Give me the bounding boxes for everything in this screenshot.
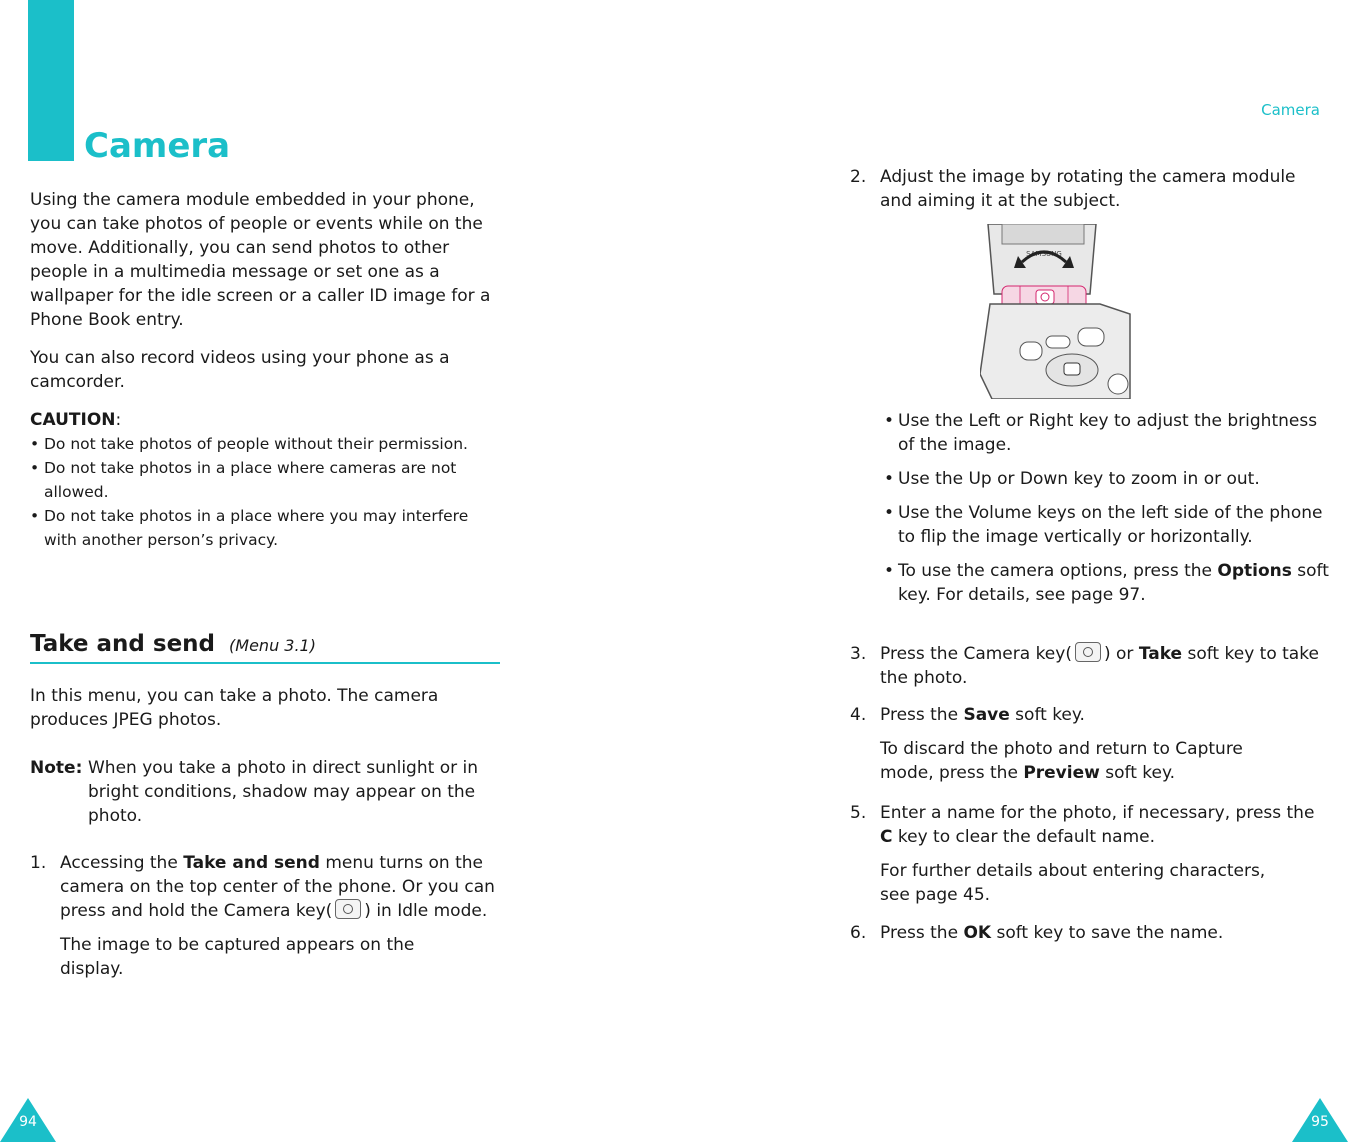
step-5: 5. Enter a name for the photo, if necessary, press the C key to clear the default name. For further details about entering characters, see page 45. xyxy=(850,803,1315,905)
step-6: 6. Press the OK soft key to save the name. xyxy=(850,923,1224,943)
caution-heading: CAUTION: xyxy=(30,410,122,430)
section-heading: Take and send (Menu 3.1) xyxy=(30,631,316,657)
camera-key-icon xyxy=(335,899,361,919)
note-block: Note: When you take a photo in direct sunlight or in bright conditions, shadow may appear on the photo. xyxy=(30,758,478,826)
page-number: 94 xyxy=(19,1114,37,1130)
section-menu-ref: (Menu 3.1) xyxy=(229,636,316,655)
caution-item: • Do not take photos in a place where you may interfere with another person’s privacy. xyxy=(30,507,469,549)
caution-item: • Do not take photos in a place where cameras are not allowed. xyxy=(30,459,457,501)
caution-block xyxy=(30,408,500,552)
section-paragraph: In this menu, you can take a photo. The camera produces JPEG photos. xyxy=(30,686,439,730)
svg-text:SAMSUNG: SAMSUNG xyxy=(1026,250,1062,258)
title-accent-bar xyxy=(28,0,74,161)
step-2: 2. Adjust the image by rotating the camera module and aiming it at the subject. xyxy=(850,167,1296,211)
flip-phone-graphic xyxy=(980,224,1156,399)
step-4: 4. Press the Save soft key. To discard the photo and return to Capture mode, press the Preview soft key. xyxy=(850,703,1325,785)
camera-key-icon xyxy=(1075,642,1101,662)
tip-item: • Use the Up or Down key to zoom in or out. xyxy=(884,469,1260,489)
running-header: Camera xyxy=(1261,101,1320,119)
step-5-detail: For further details about entering characters, see page 45. xyxy=(880,861,1266,905)
step-4-detail: To discard the photo and return to Capture mode, press the Preview soft key. xyxy=(880,739,1243,783)
page-title: Camera xyxy=(84,126,231,166)
step-1-detail: The image to be captured appears on the display. xyxy=(60,935,415,979)
phone-illustration xyxy=(980,224,1156,399)
step-1: 1. Accessing the Take and send menu turns on the camera on the top center of the phone. Or you can press and hold the Camera key( ) in Idle mode. The image to be captured appears on the display. xyxy=(30,853,495,979)
tip-item: • To use the camera options, press the Options soft key. For details, see page 97. xyxy=(884,561,1329,605)
tip-item: • Use the Volume keys on the left side of the phone to flip the image vertically or horizontally. xyxy=(884,503,1323,547)
caution-item: • Do not take photos of people without their permission. xyxy=(30,435,468,453)
step-3: 3. Press the Camera key( ) or Take soft key to take the photo. xyxy=(850,644,1319,688)
tip-item: • Use the Left or Right key to adjust the brightness of the image. xyxy=(884,411,1318,455)
tips-list xyxy=(884,409,1329,607)
page-number: 95 xyxy=(1311,1114,1329,1130)
section-divider xyxy=(30,662,500,664)
intro-paragraph: Using the camera module embedded in your phone, you can take photos of people or events while on the move. Additionally, you can send photos to other people in a multimedia message or set one as a wallpaper for the idle screen or a caller ID image for a Phone Book entry. xyxy=(30,190,491,330)
camcorder-paragraph: You can also record videos using your phone as a camcorder. xyxy=(30,348,450,392)
